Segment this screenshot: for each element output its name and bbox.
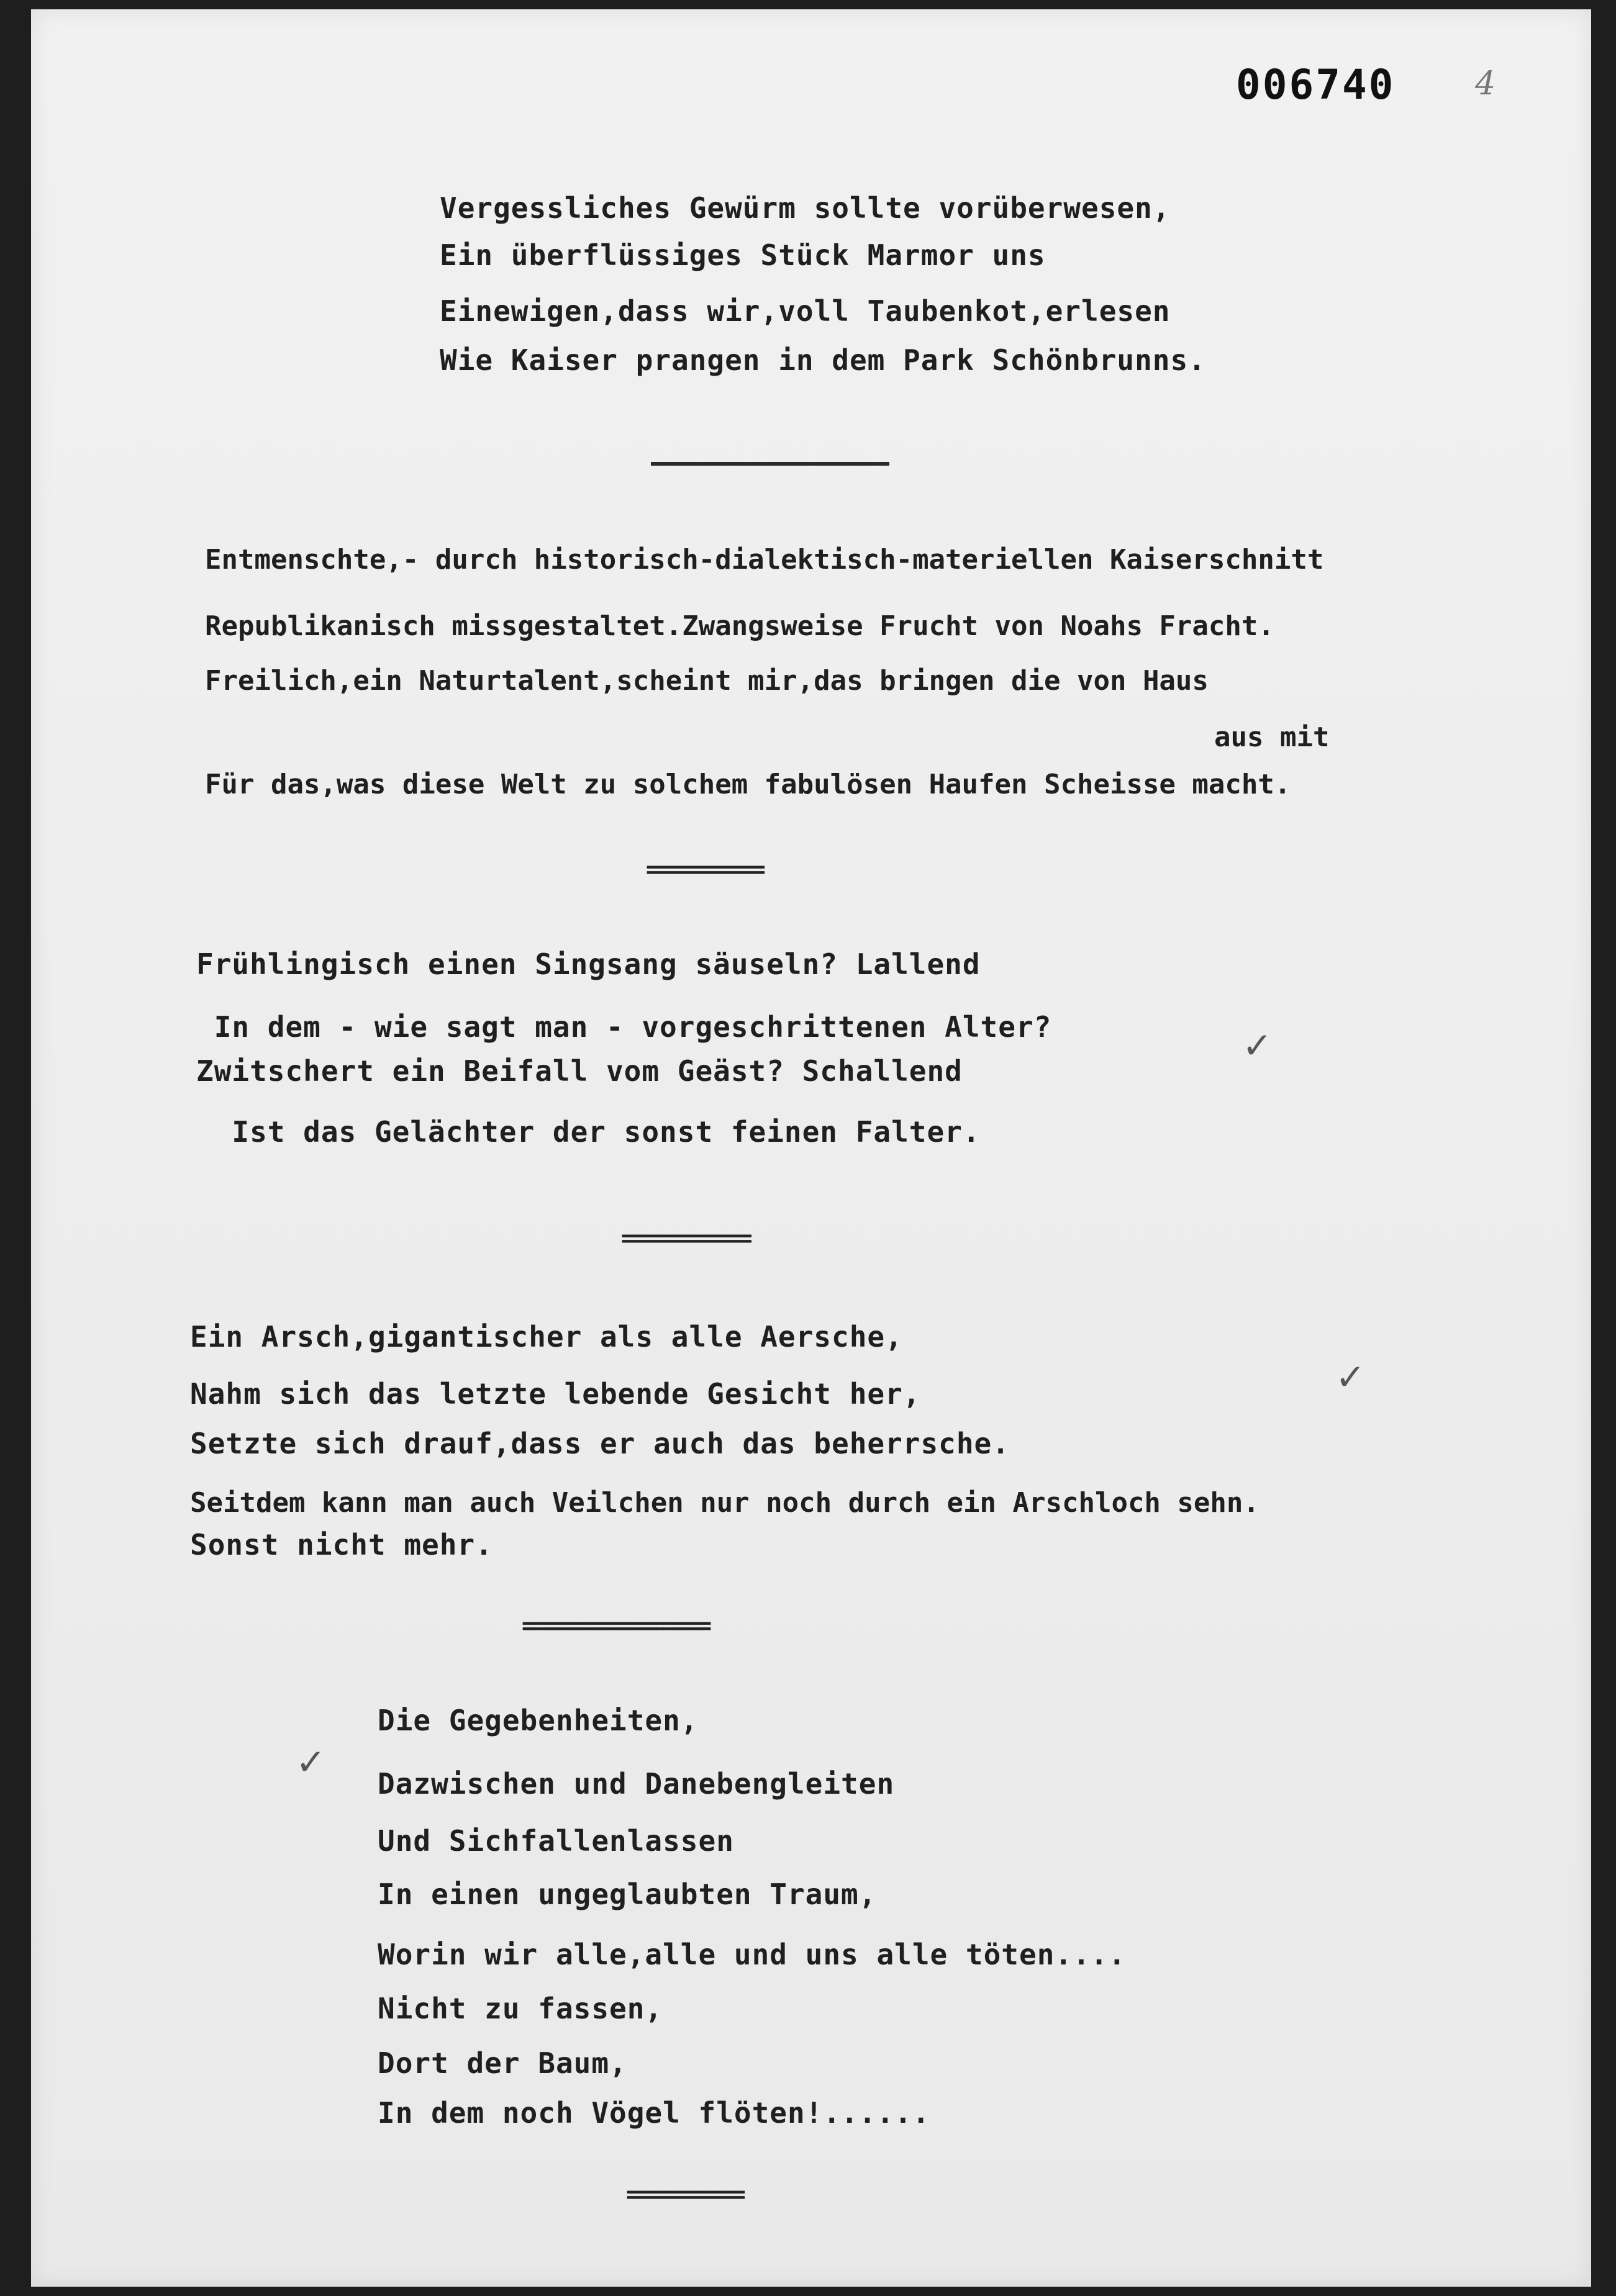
stanza5-line-6: Nicht zu fassen, <box>378 1992 663 2025</box>
stanza2-line-2: Republikanisch missgestaltet.Zwangsweise Frucht von Noahs Fracht. <box>205 610 1274 642</box>
check-mark-icon: ✓ <box>1242 1024 1273 1067</box>
stanza1-line-2: Ein überflüssiges Stück Marmor uns <box>440 238 1046 272</box>
stanza5-line-7: Dort der Baum, <box>378 2046 627 2080</box>
stanza3-line-2: In dem - wie sagt man - vorgeschrittenen Alter? <box>196 1010 1052 1044</box>
page-number-handwritten: 4 <box>1475 65 1496 102</box>
stanza3-line-1: Frühlingisch einen Singsang säuseln? Lallend <box>196 947 981 981</box>
stanza1-line-1: Vergessliches Gewürm sollte vorüberwesen, <box>440 191 1171 225</box>
separator-equals-3: =========== <box>621 1224 750 1252</box>
stanza5-line-1: Die Gegebenheiten, <box>378 1704 699 1737</box>
stanza5-line-5: Worin wir alle,alle und uns alle töten.... <box>378 1938 1127 1971</box>
stanza5-line-4: In einen ungeglaubten Traum, <box>378 1878 877 1911</box>
stanza3-line-3: Zwitschert ein Beifall vom Geäst? Schallend <box>196 1054 963 1088</box>
stanza4-line-3: Setzte sich drauf,dass er auch das beherrsche. <box>190 1427 1010 1460</box>
stanza5-line-8: In dem noch Vögel flöten!...... <box>378 2096 930 2130</box>
stanza4-line-4: Seitdem kann man auch Veilchen nur noch durch ein Arschloch sehn. <box>190 1487 1260 1519</box>
separator-equals-2: ========== <box>646 856 763 883</box>
check-mark-icon: ✓ <box>1335 1356 1366 1398</box>
stanza1-line-4: Wie Kaiser prangen in dem Park Schönbrunns. <box>440 343 1206 377</box>
stanza5-line-2: Dazwischen und Danebengleiten <box>378 1767 895 1801</box>
separator-line <box>651 462 889 466</box>
check-mark-icon: ✓ <box>296 1741 326 1783</box>
stanza5-line-3: Und Sichfallenlassen <box>378 1824 734 1858</box>
stanza3-line-4: Ist das Gelächter der sonst feinen Falter. <box>196 1115 981 1149</box>
stanza4-line-2: Nahm sich das letzte lebende Gesicht her, <box>190 1377 921 1411</box>
stanza2-line-4: aus mit <box>1214 721 1330 753</box>
stanza2-line-1: Entmenschte,- durch historisch-dialektisch-materiellen Kaiserschnitt <box>205 544 1324 576</box>
stanza4-line-5: Sonst nicht mehr. <box>190 1528 493 1562</box>
separator-equals-5: ========== <box>626 2181 743 2208</box>
separator-equals-4: ================ <box>522 1612 710 1639</box>
stanza2-line-5: Für das,was diese Welt zu solchem fabulösen Haufen Scheisse macht. <box>205 769 1291 800</box>
stanza4-line-1: Ein Arsch,gigantischer als alle Aersche, <box>190 1320 903 1354</box>
stanza2-line-3: Freilich,ein Naturtalent,scheint mir,das bringen die von Haus <box>205 665 1209 697</box>
document-number: 006740 <box>1236 61 1396 109</box>
stanza1-line-3: Einewigen,dass wir,voll Taubenkot,erlesen <box>440 294 1171 328</box>
